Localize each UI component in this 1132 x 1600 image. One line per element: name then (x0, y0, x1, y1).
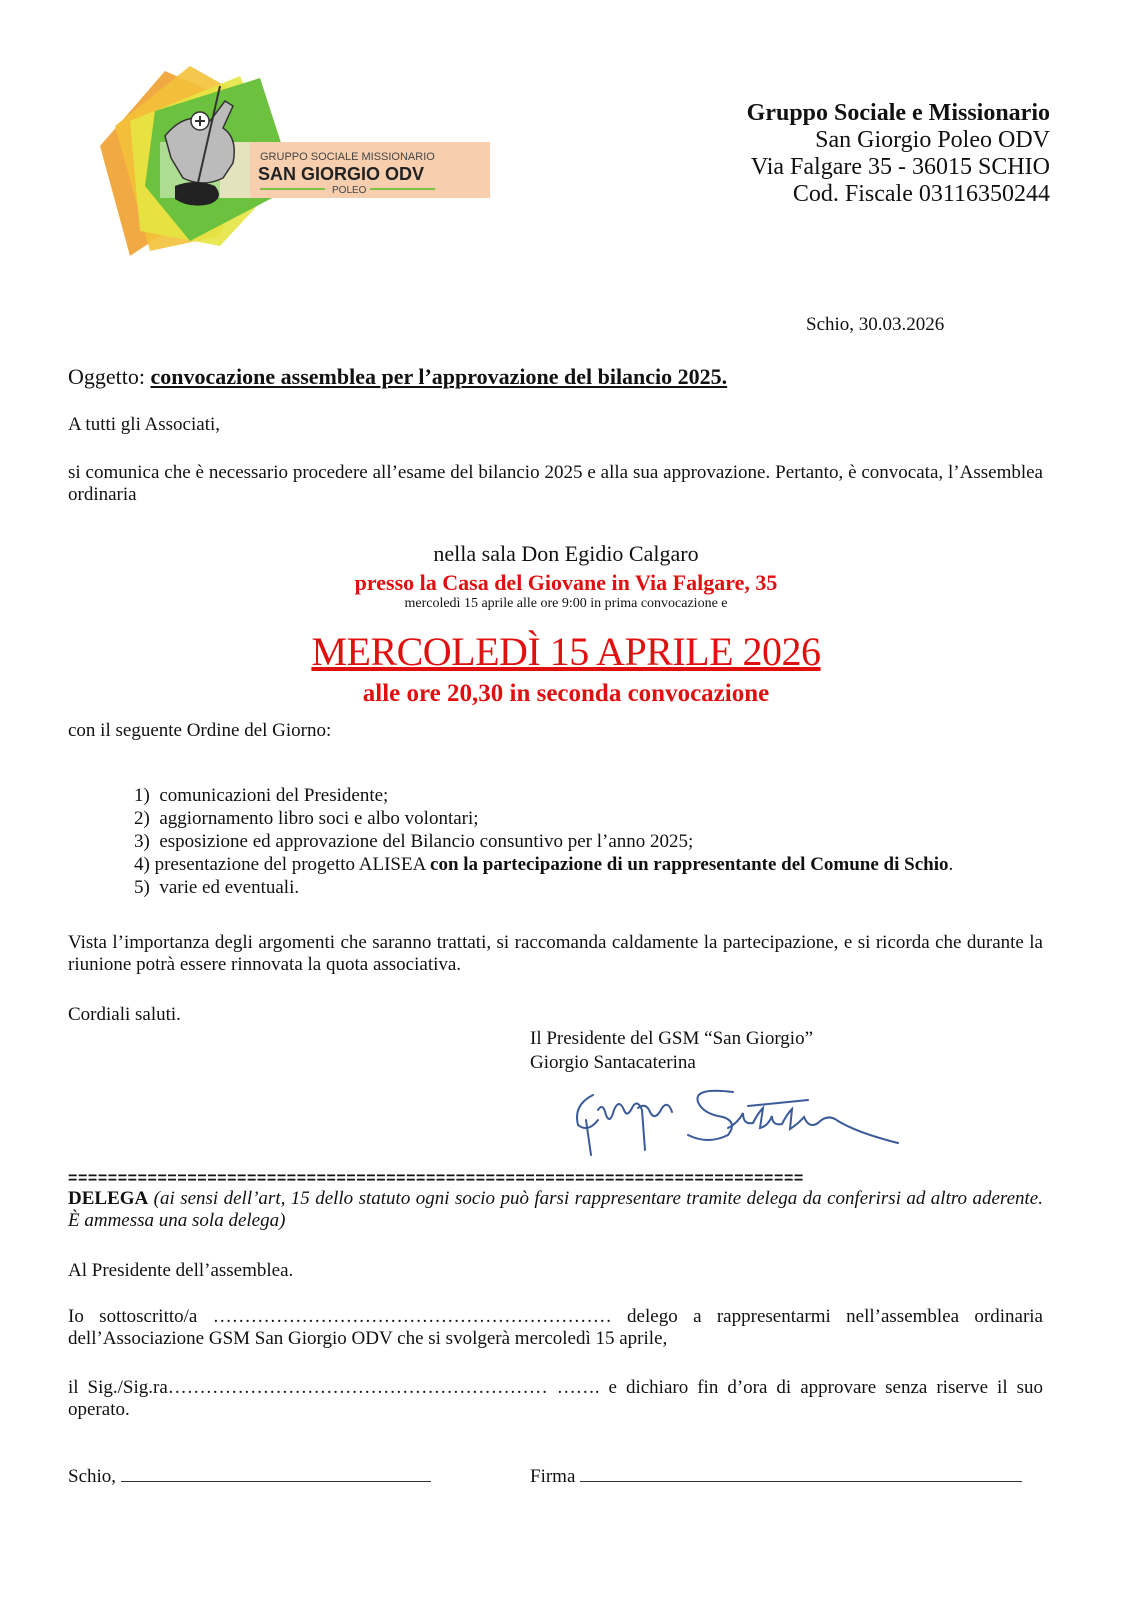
letter-date: Schio, 30.03.2026 (806, 314, 945, 335)
agenda-intro: con il seguente Ordine del Giorno: (68, 720, 332, 741)
subject-label: Oggetto: (68, 364, 151, 389)
place-label: Schio, (68, 1466, 117, 1487)
sign-label: Firma (530, 1466, 576, 1487)
org-title: Gruppo Sociale e Missionario (746, 100, 1050, 126)
closing-paragraph: Vista l’importanza degli argomenti che saranno trattati, si raccomanda caldamente la partecipazione, e si ricorda che durante la riunione potrà essere rinnovata la quota associativa. (68, 932, 1043, 975)
logo-line3: POLEO (332, 185, 367, 196)
delega-note: (ai sensi dell’art, 15 dello statuto ogni socio può farsi rappresentare tramite delega da conferirsi ad altro aderente. È ammessa una sola delega) (68, 1188, 1043, 1231)
place-field (68, 1466, 431, 1488)
delega-addressee: Al Presidente dell’assemblea. (68, 1260, 294, 1281)
agenda-item: 5) varie ed eventuali. (134, 877, 300, 898)
second-call: alle ore 20,30 in seconda convocazione (362, 680, 770, 707)
signature-field (530, 1466, 1022, 1488)
logo-graphic (70, 66, 500, 266)
letterhead (747, 100, 1050, 208)
agenda-list (134, 784, 1042, 899)
venue-place: presso la Casa del Giovane in Via Falgare, 35 (354, 570, 778, 595)
agenda-item: 4) presentazione del progetto ALISEA con la partecipazione di un rappresentante del Comune di Schio. (134, 854, 954, 875)
delega-header (68, 1188, 1043, 1232)
org-name: San Giorgio Poleo ODV (815, 127, 1050, 153)
delega-title: DELEGA (68, 1188, 149, 1209)
subject-line (68, 364, 727, 390)
signer-role: Il Presidente del GSM “San Giorgio” (530, 1028, 814, 1049)
signer-name: Giorgio Santacaterina (530, 1052, 696, 1073)
signature-icon (568, 1080, 938, 1160)
handwritten-signature (568, 1080, 938, 1165)
agenda-item: 2) aggiornamento libro soci e albo volontari; (134, 808, 479, 829)
separator-line: ========================================================================== (68, 1172, 804, 1186)
org-address: Via Falgare 35 - 36015 SCHIO (750, 154, 1050, 180)
signature-input[interactable] (580, 1481, 1022, 1482)
place-date-input[interactable] (121, 1481, 431, 1482)
org-fiscal-code: Cod. Fiscale 03116350244 (792, 181, 1050, 207)
delega-declaration: Io sottoscritto/a ……………………………………………………… delego a rappresentarmi nell’assemblea ordinaria dell’Associazione GSM San Giorgio ODV che si svolgerà mercoledì 15 aprile, (68, 1306, 1043, 1349)
association-logo (70, 66, 500, 266)
salutation: Cordiali saluti. (68, 1004, 181, 1025)
delega-proxy: il Sig./Sig.ra…………………………………………………… ……. e dichiaro fin d’ora di approvare senza riserve il suo operato. (68, 1377, 1043, 1420)
greeting: A tutti gli Associati, (68, 414, 221, 435)
venue-room: nella sala Don Egidio Calgaro (433, 541, 699, 566)
first-call: mercoledì 15 aprile alle ore 9:00 in prima convocazione e (404, 596, 728, 611)
meeting-date: MERCOLEDÌ 15 APRILE 2026 (311, 629, 821, 674)
intro-paragraph: si comunica che è necessario procedere all’esame del bilancio 2025 e alla sua approvazione. Pertanto, è convocata, l’Assemblea ordinaria (68, 462, 1043, 505)
logo-line2: SAN GIORGIO ODV (258, 164, 425, 184)
agenda-item: 3) esposizione ed approvazione del Bilancio consuntivo per l’anno 2025; (134, 831, 694, 852)
logo-line1: GRUPPO SOCIALE MISSIONARIO (260, 151, 435, 163)
subject-text: convocazione assemblea per l’approvazione del bilancio 2025. (150, 364, 728, 389)
agenda-item: 1) comunicazioni del Presidente; (134, 785, 389, 806)
